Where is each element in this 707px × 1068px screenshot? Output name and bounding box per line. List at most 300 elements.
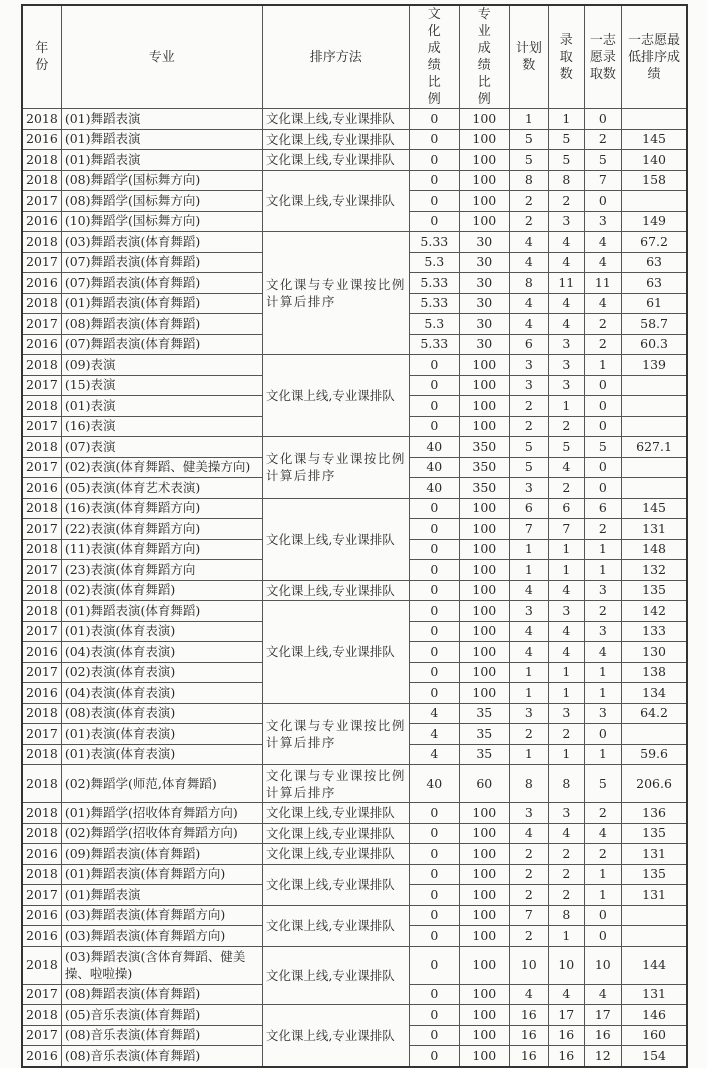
cell-culture-ratio: 4 — [409, 703, 459, 724]
cell-first-choice-admitted: 3 — [584, 621, 621, 642]
cell-method: 文化课上线,专业课排队 — [262, 844, 409, 865]
cell-plan: 2 — [509, 191, 548, 212]
cell-culture-ratio: 0 — [409, 926, 459, 947]
cell-first-choice-min-score: 58.7 — [621, 314, 687, 335]
cell-first-choice-admitted: 2 — [584, 844, 621, 865]
cell-plan: 3 — [509, 355, 548, 376]
cell-culture-ratio: 5.33 — [409, 232, 459, 253]
cell-first-choice-admitted: 17 — [584, 1005, 621, 1026]
cell-admitted: 7 — [548, 519, 584, 540]
cell-plan: 7 — [509, 905, 548, 926]
cell-year: 2017 — [22, 519, 61, 540]
cell-first-choice-min-score — [621, 375, 687, 396]
cell-year: 2016 — [22, 926, 61, 947]
cell-culture-ratio: 0 — [409, 560, 459, 581]
cell-first-choice-admitted: 0 — [584, 191, 621, 212]
cell-first-choice-min-score: 131 — [621, 984, 687, 1005]
table-row — [22, 109, 687, 130]
cell-plan: 16 — [509, 1005, 548, 1026]
cell-method: 文化课上线,专业课排队 — [262, 905, 409, 946]
cell-year: 2018 — [22, 109, 61, 130]
cell-culture-ratio: 5.33 — [409, 273, 459, 294]
cell-plan: 4 — [509, 823, 548, 844]
cell-plan: 2 — [509, 724, 548, 745]
cell-professional-ratio: 100 — [459, 621, 509, 642]
cell-professional-ratio: 100 — [459, 1046, 509, 1067]
cell-culture-ratio: 0 — [409, 170, 459, 191]
cell-plan: 2 — [509, 885, 548, 906]
cell-plan: 5 — [509, 437, 548, 458]
table-row — [22, 864, 687, 885]
cell-professional-ratio: 30 — [459, 232, 509, 253]
cell-first-choice-admitted: 1 — [584, 864, 621, 885]
cell-year: 2016 — [22, 129, 61, 150]
cell-culture-ratio: 0 — [409, 946, 459, 984]
cell-professional-ratio: 100 — [459, 984, 509, 1005]
cell-first-choice-admitted: 0 — [584, 457, 621, 478]
cell-year: 2016 — [22, 334, 61, 355]
cell-year: 2018 — [22, 864, 61, 885]
cell-year: 2017 — [22, 885, 61, 906]
cell-year: 2018 — [22, 232, 61, 253]
cell-year: 2018 — [22, 170, 61, 191]
cell-admitted: 5 — [548, 129, 584, 150]
cell-major: (02)舞蹈学(招收体育舞蹈方向) — [61, 823, 262, 844]
cell-first-choice-min-score — [621, 457, 687, 478]
cell-admitted: 10 — [548, 946, 584, 984]
cell-first-choice-admitted: 5 — [584, 150, 621, 171]
cell-professional-ratio: 100 — [459, 519, 509, 540]
cell-major: (08)表演(体育表演) — [61, 703, 262, 724]
cell-first-choice-admitted: 4 — [584, 293, 621, 314]
cell-year: 2018 — [22, 437, 61, 458]
cell-culture-ratio: 5.3 — [409, 314, 459, 335]
cell-plan: 3 — [509, 478, 548, 499]
cell-year: 2018 — [22, 823, 61, 844]
cell-plan: 7 — [509, 519, 548, 540]
cell-culture-ratio: 0 — [409, 621, 459, 642]
cell-first-choice-min-score: 138 — [621, 662, 687, 683]
cell-major: (02)表演(体育表演) — [61, 662, 262, 683]
cell-professional-ratio: 100 — [459, 191, 509, 212]
cell-plan: 4 — [509, 314, 548, 335]
cell-admitted: 2 — [548, 864, 584, 885]
cell-admitted: 2 — [548, 191, 584, 212]
cell-first-choice-min-score: 131 — [621, 885, 687, 906]
cell-professional-ratio: 100 — [459, 355, 509, 376]
cell-year: 2018 — [22, 601, 61, 622]
cell-major: (03)舞蹈表演(体育舞蹈方向) — [61, 905, 262, 926]
table-row — [22, 150, 687, 171]
header-culture-ratio: 文化成绩比例 — [409, 5, 459, 109]
cell-major: (01)舞蹈学(招收体育舞蹈方向) — [61, 803, 262, 824]
cell-admitted: 4 — [548, 621, 584, 642]
cell-culture-ratio: 0 — [409, 498, 459, 519]
cell-method: 文化课上线,专业课排队 — [262, 1005, 409, 1067]
cell-plan: 1 — [509, 683, 548, 704]
cell-culture-ratio: 0 — [409, 1005, 459, 1026]
cell-method: 文化课上线,专业课排队 — [262, 109, 409, 130]
cell-major: (01)舞蹈表演 — [61, 150, 262, 171]
cell-admitted: 2 — [548, 478, 584, 499]
cell-admitted: 4 — [548, 232, 584, 253]
cell-method: 文化课上线,专业课排队 — [262, 498, 409, 580]
cell-plan: 6 — [509, 498, 548, 519]
cell-culture-ratio: 0 — [409, 355, 459, 376]
cell-culture-ratio: 0 — [409, 844, 459, 865]
cell-year: 2016 — [22, 844, 61, 865]
cell-admitted: 1 — [548, 744, 584, 765]
cell-admitted: 4 — [548, 314, 584, 335]
cell-major: (10)舞蹈学(国标舞方向) — [61, 211, 262, 232]
cell-year: 2018 — [22, 946, 61, 984]
cell-culture-ratio: 0 — [409, 601, 459, 622]
cell-plan: 8 — [509, 273, 548, 294]
cell-method: 文化课上线,专业课排队 — [262, 355, 409, 437]
cell-first-choice-admitted: 6 — [584, 498, 621, 519]
table-row — [22, 905, 687, 926]
table-row — [22, 498, 687, 519]
cell-first-choice-admitted: 7 — [584, 170, 621, 191]
cell-culture-ratio: 5.33 — [409, 293, 459, 314]
cell-first-choice-min-score: 136 — [621, 803, 687, 824]
cell-first-choice-admitted: 2 — [584, 803, 621, 824]
cell-professional-ratio: 35 — [459, 703, 509, 724]
cell-first-choice-admitted: 2 — [584, 601, 621, 622]
cell-major: (16)表演(体育舞蹈方向) — [61, 498, 262, 519]
cell-first-choice-admitted: 2 — [584, 334, 621, 355]
cell-professional-ratio: 30 — [459, 314, 509, 335]
cell-method: 文化课上线,专业课排队 — [262, 601, 409, 704]
cell-first-choice-min-score: 132 — [621, 560, 687, 581]
cell-admitted: 8 — [548, 170, 584, 191]
cell-plan: 3 — [509, 803, 548, 824]
table-row — [22, 232, 687, 253]
cell-professional-ratio: 100 — [459, 683, 509, 704]
cell-major: (01)舞蹈表演(体育舞蹈方向) — [61, 864, 262, 885]
cell-professional-ratio: 100 — [459, 662, 509, 683]
cell-major: (07)舞蹈表演(体育舞蹈) — [61, 334, 262, 355]
cell-year: 2018 — [22, 580, 61, 601]
cell-admitted: 5 — [548, 437, 584, 458]
cell-first-choice-admitted: 1 — [584, 662, 621, 683]
cell-year: 2017 — [22, 314, 61, 335]
cell-plan: 1 — [509, 560, 548, 581]
header-first-choice-admitted: 一志愿录取数 — [584, 5, 621, 109]
cell-first-choice-min-score: 67.2 — [621, 232, 687, 253]
cell-major: (05)音乐表演(体育舞蹈) — [61, 1005, 262, 1026]
table-row — [22, 844, 687, 865]
cell-first-choice-admitted: 1 — [584, 683, 621, 704]
cell-professional-ratio: 100 — [459, 560, 509, 581]
cell-method: 文化课上线,专业课排队 — [262, 129, 409, 150]
cell-major: (02)表演(体育舞蹈) — [61, 580, 262, 601]
cell-plan: 1 — [509, 744, 548, 765]
cell-admitted: 4 — [548, 252, 584, 273]
cell-culture-ratio: 4 — [409, 744, 459, 765]
cell-plan: 4 — [509, 232, 548, 253]
cell-professional-ratio: 100 — [459, 539, 509, 560]
cell-professional-ratio: 350 — [459, 437, 509, 458]
cell-culture-ratio: 0 — [409, 1046, 459, 1067]
cell-first-choice-admitted: 4 — [584, 642, 621, 663]
cell-major: (01)表演(体育表演) — [61, 744, 262, 765]
cell-year: 2018 — [22, 396, 61, 417]
header-plan: 计划数 — [509, 5, 548, 109]
cell-culture-ratio: 40 — [409, 765, 459, 803]
cell-admitted: 1 — [548, 662, 584, 683]
cell-culture-ratio: 0 — [409, 539, 459, 560]
cell-culture-ratio: 40 — [409, 478, 459, 499]
table-row — [22, 703, 687, 724]
cell-method: 文化课与专业课按比例计算后排序 — [262, 232, 409, 355]
cell-first-choice-min-score: 145 — [621, 129, 687, 150]
cell-first-choice-admitted: 3 — [584, 580, 621, 601]
cell-professional-ratio: 100 — [459, 109, 509, 130]
cell-major: (07)舞蹈表演(体育舞蹈) — [61, 252, 262, 273]
cell-major: (05)表演(体育艺术表演) — [61, 478, 262, 499]
cell-method: 文化课上线,专业课排队 — [262, 823, 409, 844]
cell-professional-ratio: 30 — [459, 273, 509, 294]
cell-method: 文化课与专业课按比例计算后排序 — [262, 703, 409, 765]
cell-major: (08)音乐表演(体育舞蹈) — [61, 1046, 262, 1067]
cell-plan: 16 — [509, 1046, 548, 1067]
admission-table — [21, 4, 688, 1068]
cell-professional-ratio: 350 — [459, 478, 509, 499]
cell-culture-ratio: 40 — [409, 437, 459, 458]
table-row — [22, 580, 687, 601]
cell-plan: 4 — [509, 293, 548, 314]
cell-first-choice-admitted: 0 — [584, 926, 621, 947]
cell-admitted: 3 — [548, 355, 584, 376]
cell-year: 2017 — [22, 724, 61, 745]
cell-major: (15)表演 — [61, 375, 262, 396]
cell-professional-ratio: 30 — [459, 334, 509, 355]
cell-major: (08)舞蹈表演(体育舞蹈) — [61, 314, 262, 335]
cell-first-choice-admitted: 1 — [584, 539, 621, 560]
cell-first-choice-min-score: 59.6 — [621, 744, 687, 765]
cell-admitted: 6 — [548, 498, 584, 519]
cell-first-choice-min-score: 146 — [621, 1005, 687, 1026]
cell-admitted: 3 — [548, 211, 584, 232]
cell-professional-ratio: 30 — [459, 252, 509, 273]
cell-professional-ratio: 100 — [459, 864, 509, 885]
cell-method: 文化课与专业课按比例计算后排序 — [262, 765, 409, 803]
cell-first-choice-min-score: 144 — [621, 946, 687, 984]
cell-admitted: 4 — [548, 580, 584, 601]
cell-professional-ratio: 100 — [459, 844, 509, 865]
cell-professional-ratio: 100 — [459, 823, 509, 844]
cell-first-choice-min-score: 135 — [621, 823, 687, 844]
cell-first-choice-min-score: 64.2 — [621, 703, 687, 724]
cell-first-choice-admitted: 0 — [584, 478, 621, 499]
cell-year: 2018 — [22, 765, 61, 803]
cell-first-choice-min-score — [621, 396, 687, 417]
cell-culture-ratio: 40 — [409, 457, 459, 478]
cell-year: 2018 — [22, 150, 61, 171]
cell-first-choice-admitted: 0 — [584, 416, 621, 437]
cell-plan: 2 — [509, 844, 548, 865]
cell-major: (01)舞蹈表演 — [61, 129, 262, 150]
cell-plan: 10 — [509, 946, 548, 984]
cell-first-choice-admitted: 2 — [584, 519, 621, 540]
cell-culture-ratio: 0 — [409, 683, 459, 704]
cell-major: (08)舞蹈表演(体育舞蹈) — [61, 984, 262, 1005]
cell-first-choice-min-score — [621, 191, 687, 212]
cell-year: 2018 — [22, 355, 61, 376]
table-row — [22, 803, 687, 824]
cell-major: (03)舞蹈表演(体育舞蹈) — [61, 232, 262, 253]
cell-first-choice-admitted: 0 — [584, 396, 621, 417]
cell-admitted: 3 — [548, 703, 584, 724]
cell-year: 2016 — [22, 642, 61, 663]
cell-first-choice-min-score: 158 — [621, 170, 687, 191]
cell-admitted: 16 — [548, 1046, 584, 1067]
cell-major: (02)表演(体育舞蹈、健美操方向) — [61, 457, 262, 478]
cell-professional-ratio: 100 — [459, 375, 509, 396]
cell-admitted: 1 — [548, 683, 584, 704]
cell-major: (04)表演(体育表演) — [61, 642, 262, 663]
header-first-choice-min-score: 一志愿最低排序成绩 — [621, 5, 687, 109]
cell-culture-ratio: 0 — [409, 191, 459, 212]
cell-first-choice-min-score — [621, 416, 687, 437]
cell-plan: 5 — [509, 129, 548, 150]
cell-culture-ratio: 0 — [409, 396, 459, 417]
cell-plan: 1 — [509, 539, 548, 560]
cell-year: 2017 — [22, 621, 61, 642]
cell-first-choice-min-score — [621, 905, 687, 926]
cell-admitted: 11 — [548, 273, 584, 294]
cell-professional-ratio: 100 — [459, 1005, 509, 1026]
table-row — [22, 437, 687, 458]
cell-major: (07)表演 — [61, 437, 262, 458]
cell-year: 2017 — [22, 984, 61, 1005]
cell-major: (16)表演 — [61, 416, 262, 437]
cell-year: 2016 — [22, 273, 61, 294]
cell-first-choice-admitted: 4 — [584, 252, 621, 273]
cell-method: 文化课上线,专业课排队 — [262, 946, 409, 1005]
cell-professional-ratio: 100 — [459, 150, 509, 171]
cell-first-choice-min-score: 148 — [621, 539, 687, 560]
cell-professional-ratio: 100 — [459, 642, 509, 663]
cell-culture-ratio: 0 — [409, 864, 459, 885]
cell-admitted: 5 — [548, 150, 584, 171]
cell-culture-ratio: 0 — [409, 519, 459, 540]
cell-first-choice-admitted: 3 — [584, 211, 621, 232]
cell-year: 2016 — [22, 1046, 61, 1067]
cell-first-choice-admitted: 0 — [584, 109, 621, 130]
cell-plan: 3 — [509, 375, 548, 396]
cell-culture-ratio: 0 — [409, 416, 459, 437]
cell-admitted: 8 — [548, 765, 584, 803]
header-row — [22, 5, 687, 109]
cell-year: 2017 — [22, 191, 61, 212]
cell-year: 2018 — [22, 703, 61, 724]
cell-plan: 16 — [509, 1025, 548, 1046]
table-row — [22, 946, 687, 984]
cell-professional-ratio: 100 — [459, 946, 509, 984]
cell-major: (08)舞蹈学(国标舞方向) — [61, 170, 262, 191]
cell-major: (03)舞蹈表演(体育舞蹈方向) — [61, 926, 262, 947]
cell-first-choice-min-score: 130 — [621, 642, 687, 663]
cell-culture-ratio: 0 — [409, 803, 459, 824]
cell-plan: 1 — [509, 662, 548, 683]
cell-culture-ratio: 0 — [409, 1025, 459, 1046]
cell-professional-ratio: 100 — [459, 170, 509, 191]
cell-culture-ratio: 0 — [409, 662, 459, 683]
cell-first-choice-min-score: 140 — [621, 150, 687, 171]
cell-admitted: 3 — [548, 375, 584, 396]
cell-first-choice-min-score — [621, 724, 687, 745]
cell-major: (01)表演(体育表演) — [61, 621, 262, 642]
cell-method: 文化课上线,专业课排队 — [262, 170, 409, 232]
cell-culture-ratio: 0 — [409, 109, 459, 130]
cell-plan: 4 — [509, 621, 548, 642]
cell-plan: 2 — [509, 211, 548, 232]
cell-first-choice-admitted: 1 — [584, 355, 621, 376]
cell-professional-ratio: 30 — [459, 293, 509, 314]
cell-plan: 6 — [509, 334, 548, 355]
cell-year: 2018 — [22, 744, 61, 765]
cell-professional-ratio: 100 — [459, 498, 509, 519]
table-body — [22, 109, 687, 1067]
cell-year: 2018 — [22, 539, 61, 560]
cell-first-choice-admitted: 10 — [584, 946, 621, 984]
cell-professional-ratio: 100 — [459, 926, 509, 947]
cell-first-choice-admitted: 3 — [584, 703, 621, 724]
cell-year: 2017 — [22, 252, 61, 273]
header-year: 年份 — [22, 5, 61, 109]
cell-professional-ratio: 100 — [459, 396, 509, 417]
cell-admitted: 4 — [548, 823, 584, 844]
cell-first-choice-admitted: 4 — [584, 984, 621, 1005]
cell-first-choice-min-score: 61 — [621, 293, 687, 314]
cell-plan: 5 — [509, 457, 548, 478]
cell-year: 2016 — [22, 905, 61, 926]
cell-first-choice-admitted: 1 — [584, 885, 621, 906]
cell-admitted: 2 — [548, 885, 584, 906]
cell-admitted: 8 — [548, 905, 584, 926]
cell-plan: 4 — [509, 642, 548, 663]
cell-first-choice-admitted: 2 — [584, 129, 621, 150]
cell-plan: 2 — [509, 864, 548, 885]
cell-major: (11)表演(体育舞蹈方向) — [61, 539, 262, 560]
cell-first-choice-min-score: 60.3 — [621, 334, 687, 355]
cell-plan: 4 — [509, 580, 548, 601]
cell-admitted: 2 — [548, 844, 584, 865]
cell-professional-ratio: 100 — [459, 601, 509, 622]
cell-culture-ratio: 0 — [409, 885, 459, 906]
cell-professional-ratio: 100 — [459, 416, 509, 437]
cell-first-choice-min-score: 131 — [621, 519, 687, 540]
cell-major: (07)舞蹈表演(体育舞蹈) — [61, 273, 262, 294]
cell-admitted: 16 — [548, 1025, 584, 1046]
cell-first-choice-min-score — [621, 926, 687, 947]
table-row — [22, 823, 687, 844]
cell-culture-ratio: 5.33 — [409, 334, 459, 355]
table-row — [22, 355, 687, 376]
cell-professional-ratio: 100 — [459, 129, 509, 150]
cell-professional-ratio: 100 — [459, 905, 509, 926]
cell-first-choice-min-score: 135 — [621, 580, 687, 601]
cell-first-choice-admitted: 0 — [584, 905, 621, 926]
cell-first-choice-min-score: 160 — [621, 1025, 687, 1046]
cell-year: 2018 — [22, 1005, 61, 1026]
cell-major: (04)表演(体育表演) — [61, 683, 262, 704]
header-admitted: 录取数 — [548, 5, 584, 109]
cell-professional-ratio: 60 — [459, 765, 509, 803]
cell-admitted: 2 — [548, 416, 584, 437]
